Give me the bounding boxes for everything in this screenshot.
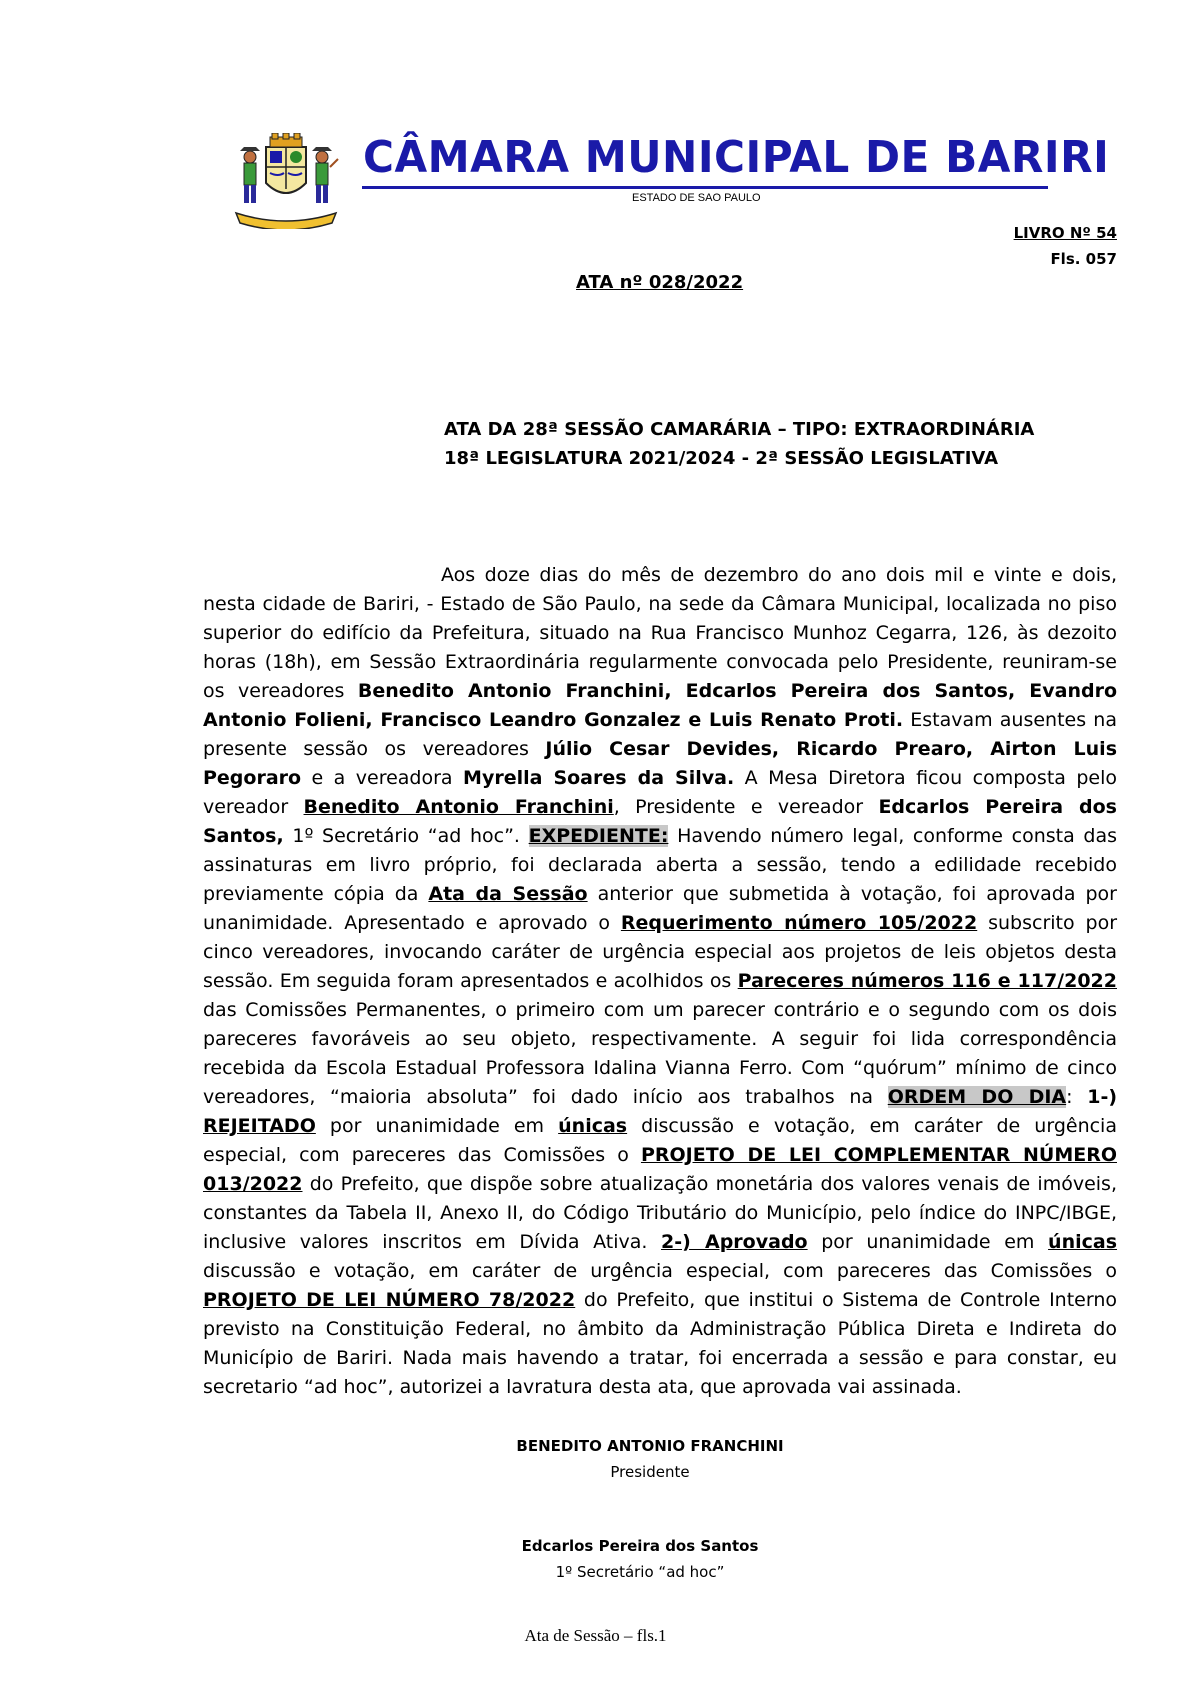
emphasized-text: Requerimento número 105/2022: [620, 912, 978, 934]
state-subtitle: ESTADO DE SAO PAULO: [632, 192, 761, 204]
signatory-role: 1º Secretário “ad hoc”: [555, 1563, 725, 1581]
emphasized-text: Ata da Sessão: [428, 883, 588, 905]
body-text-run: das Comissões Permanentes, o primeiro com um parecer contrário e o segundo com os dois pareceres favoráveis ao seu objeto, respectivamente. A seguir foi lida correspondência recebida da Escola Estadual Professora Idalina Vianna Ferro. Com “quórum” mínimo de cinco vereadores, “maioria absoluta” foi dado início aos trabalhos na: [203, 999, 1117, 1108]
body-text-run: Aos doze dias do mês de dezembro do ano dois mil e vinte e dois, nesta cidade de Bariri, - Estado de São Paulo, na sede da Câmara Municipal, localizada no piso superior do edifício da Prefeitura, situado na Rua Francisco Munhoz Cegarra, 126, às dezoito horas (18h), em Sessão Extraordinária regularmente convocada pelo Presidente, reuniram-se os vereadores: [203, 564, 1117, 702]
signatory-role: Presidente: [610, 1463, 690, 1481]
emphasized-text: ORDEM DO DIA: [887, 1086, 1067, 1108]
signature-block-secretary: [490, 1533, 790, 1585]
book-number: LIVRO Nº 54: [1013, 224, 1117, 242]
body-text-run: do Prefeito, que dispõe sobre atualização monetária dos valores venais de imóveis, constantes da Tabela II, Anexo II, do Código Tributário do Município, pelo índice do INPC/IBGE, inclusive valores inscritos em Dívida Ativa.: [203, 1173, 1117, 1253]
body-text-run: por unanimidade em: [315, 1115, 559, 1137]
emphasized-text: PROJETO DE LEI COMPLEMENTAR NÚMERO 013/2022: [203, 1144, 1117, 1195]
emphasized-text: EXPEDIENTE:: [528, 825, 669, 847]
emphasized-text: PROJETO DE LEI NÚMERO 78/2022: [203, 1289, 576, 1311]
book-reference: [1014, 220, 1117, 272]
emphasized-text: Benedito Antonio Franchini: [303, 796, 614, 818]
municipal-seal-icon: [232, 133, 340, 229]
body-text-run: anterior que submetida à votação, foi aprovada por unanimidade. Apresentado e aprovado o: [203, 883, 1117, 934]
emphasized-text: Pareceres números 116 e 117/2022: [737, 970, 1117, 992]
emphasized-text: REJEITADO: [203, 1115, 316, 1137]
emphasized-text: Myrella Soares da Silva.: [463, 767, 735, 789]
body-text-run: subscrito por cinco vereadores, invocando caráter de urgência especial aos projetos de leis objetos desta sessão. Em seguida foram apresentados e acolhidos os: [203, 912, 1118, 992]
signature-block-president: [470, 1433, 830, 1485]
emphasized-text: 1-): [1087, 1086, 1118, 1108]
emphasized-text: Júlio Cesar Devides, Ricardo Prearo, Airton Luis Pegoraro: [203, 738, 1117, 789]
page-footer: Ata de Sessão – fls.1: [524, 1626, 667, 1645]
emphasized-text: únicas: [1048, 1231, 1118, 1253]
session-heading-line2: 18ª LEGISLATURA 2021/2024 - 2ª SESSÃO LEGISLATIVA: [444, 448, 999, 469]
emphasized-text: Benedito Antonio Franchini, Edcarlos Pereira dos Santos, Evandro Antonio Folieni, Francisco Leandro Gonzalez e Luis Renato Proti.: [203, 680, 1117, 731]
emphasized-text: únicas: [558, 1115, 628, 1137]
body-text-run: 1º Secretário “ad hoc”.: [283, 825, 529, 847]
folio-number: Fls. 057: [1050, 250, 1117, 268]
emphasized-text: Edcarlos Pereira dos Santos,: [203, 796, 1117, 847]
signatory-name: BENEDITO ANTONIO FRANCHINI: [516, 1437, 784, 1455]
signatory-name: Edcarlos Pereira dos Santos: [521, 1537, 759, 1555]
institution-title: CÂMARA MUNICIPAL DE BARIRI: [363, 132, 1110, 183]
body-text-run: , Presidente e vereador: [613, 796, 879, 818]
title-underline: [362, 186, 1048, 189]
body-text-run: discussão e votação, em caráter de urgência especial, com pareceres das Comissões o: [203, 1260, 1117, 1282]
session-heading-line1: ATA DA 28ª SESSÃO CAMARÁRIA – TIPO: EXTRAORDINÁRIA: [444, 419, 1035, 440]
body-text-run: e a vereadora: [301, 767, 464, 789]
body-text-run: discussão e votação, em caráter de urgência especial, com pareceres das Comissões o: [203, 1115, 1117, 1166]
body-text-run: Estavam ausentes na presente sessão os vereadores: [203, 709, 1117, 760]
body-text-run: :: [1066, 1086, 1088, 1108]
body-text-run: por unanimidade em: [807, 1231, 1049, 1253]
body-text-run: do Prefeito, que institui o Sistema de Controle Interno previsto na Constituição Federal, no âmbito da Administração Pública Direta e Indireta do Município de Bariri. Nada mais havendo a tratar, foi encerrada a sessão e para constar, eu secretario “ad hoc”, autorizei a lavratura desta ata, que aprovada vai assinada.: [203, 1289, 1118, 1398]
ata-number: ATA nº 028/2022: [576, 272, 744, 293]
body-text-run: Havendo número legal, conforme consta das assinaturas em livro próprio, foi declarada aberta a sessão, tendo a edilidade recebido previamente cópia da: [203, 825, 1117, 905]
session-heading: [444, 415, 1034, 473]
emphasized-text: 2-) Aprovado: [661, 1231, 808, 1253]
minutes-body: [203, 561, 1117, 1402]
body-text-run: A Mesa Diretora ficou composta pelo vereador: [203, 767, 1118, 818]
